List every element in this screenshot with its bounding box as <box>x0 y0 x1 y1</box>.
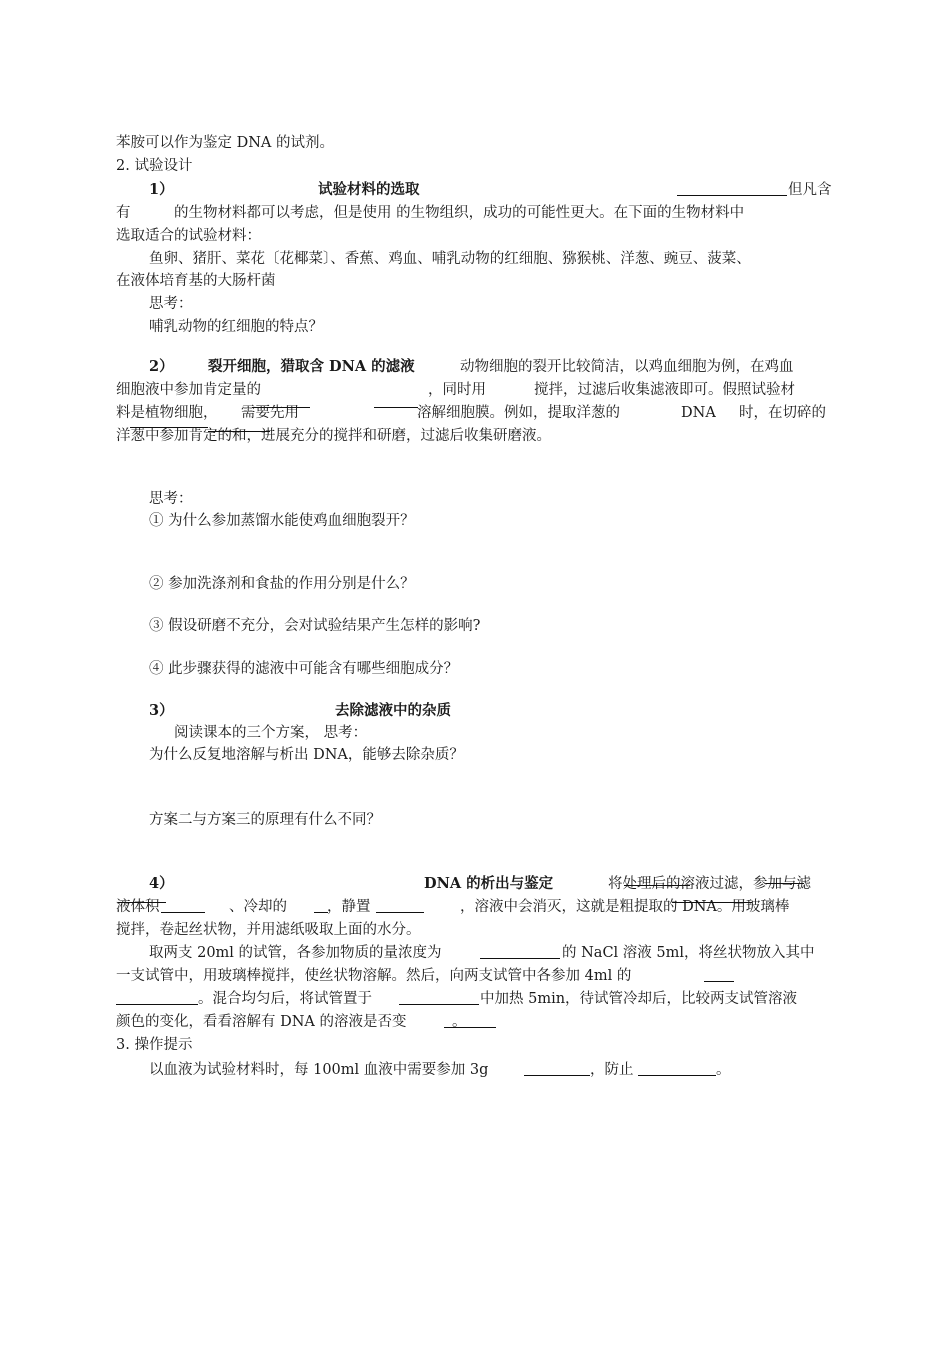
step-4-line-2c: ，静置 <box>327 899 371 915</box>
step-2-question-1: ① 为什么参加蒸馏水能使鸡血细胞裂开？ <box>149 513 415 529</box>
step-2-line-1: 动物细胞的裂开比较简洁，以鸡血细胞为例，在鸡血 <box>460 359 794 375</box>
step-2-line-3d: DNA <box>681 405 716 421</box>
step-1-line-3: 选取适合的试验材料： <box>116 228 261 244</box>
step-2-line-3e: 时，在切碎的 <box>739 405 826 421</box>
step-2-question-4: ④ 此步骤获得的滤液中可能含有哪些细胞成分？ <box>149 661 459 677</box>
strike-line <box>374 407 418 408</box>
step-2-line-2b: ，同时用 <box>428 382 486 398</box>
step-4-blank-1 <box>161 897 205 919</box>
step-1-title: 试验材料的选取 <box>318 181 420 198</box>
strike-line <box>624 885 690 886</box>
step-1-think-label: 思考： <box>149 296 193 312</box>
section-3-text-a: 以血液为试验材料时，每 100ml 血液中需要参加 3g <box>149 1062 489 1078</box>
step-2-line-3c: 溶解细胞膜。例如，提取洋葱的 <box>417 405 620 421</box>
step-1-blank-1 <box>677 180 787 202</box>
materials-line-2: 在液体培育基的大肠杆菌 <box>116 273 276 289</box>
section-3-blank-1 <box>524 1060 590 1082</box>
step-3-question-2: 方案二与方案三的原理有什么不同？ <box>149 812 381 828</box>
strike-line <box>118 902 166 903</box>
step-4-para-2-line-3a: 。混合均匀后，将试管置于 <box>198 991 372 1007</box>
step-4-para-2-line-4a: 颜色的变化，看看溶解有 DNA 的溶液是否变 <box>116 1014 407 1030</box>
section-2-heading: 2. 试验设计 <box>116 158 193 174</box>
section-3-text-b: ，防止 <box>590 1062 634 1078</box>
step-4-line-3: 搅拌，卷起丝状物，并用滤纸吸取上面的水分。 <box>116 922 421 938</box>
section-3-heading: 3. 操作提示 <box>116 1037 193 1053</box>
step-2-think-label: 思考： <box>149 491 193 507</box>
step-4-para-2-line-1b: 的 NaCl 溶液 5ml，将丝状物放入其中 <box>562 945 815 961</box>
step-3-number: 3） <box>149 702 174 719</box>
step-2-question-2: ② 参加洗涤剂和食盐的作用分别是什么？ <box>149 576 415 592</box>
strike-line <box>208 431 270 432</box>
step-4-blank-2 <box>314 897 328 919</box>
section-3-blank-2 <box>638 1060 716 1082</box>
step-4-line-2a: 液体积 <box>116 899 160 915</box>
step-1-line-2: 的生物材料都可以考虑，但是使用 的生物组织，成功的可能性更大。在下面的生物材料中 <box>174 205 745 221</box>
materials-line-1: 鱼卵、猪肝、菜花〔花椰菜〕、香蕉、鸡血、哺乳动物的红细胞、猕猴桃、洋葱、豌豆、菠菜、 <box>149 251 751 267</box>
step-2-number: 2） <box>149 358 174 375</box>
step-2-line-2a: 细胞液中参加肯定量的 <box>116 382 261 398</box>
step-4-blank-7 <box>399 989 479 1011</box>
step-4-line-2b: 、冷却的 <box>229 899 287 915</box>
step-2-line-3a: 料是植物细胞， <box>116 405 218 421</box>
step-3-question-1: 为什么反复地溶解与析出 DNA，能够去除杂质？ <box>149 747 464 763</box>
step-2-line-3b: 需要先用 <box>241 405 299 421</box>
step-3-read: 阅读课本的三个方案， 思考： <box>174 725 368 741</box>
section-3-text-c: 。 <box>716 1062 731 1078</box>
step-4-blank-5 <box>704 966 734 988</box>
step-1-number: 1） <box>149 181 174 198</box>
step-4-line-2d: ，溶液中会消灭，这就是粗提取的 DNA。用玻璃棒 <box>460 899 790 915</box>
step-4-line-1: 将处理后的溶液过滤，参加与滤 <box>608 876 811 892</box>
intro-line: 苯胺可以作为鉴定 DNA 的试剂。 <box>116 135 335 151</box>
step-1-line-2-start: 有 <box>116 205 131 221</box>
strike-line <box>766 883 804 884</box>
step-2-line-2c: 搅拌，过滤后收集滤液即可。假照试验材 <box>534 382 795 398</box>
step-2-question-3: ③ 假设研磨不充分，会对试验结果产生怎样的影响? <box>149 618 481 634</box>
step-4-number: 4） <box>149 875 174 892</box>
step-4-blank-6 <box>116 989 198 1011</box>
step-3-title: 去除滤液中的杂质 <box>335 702 451 719</box>
step-1-line-1-tail: 但凡含 <box>788 182 832 198</box>
strike-line <box>672 902 752 903</box>
step-4-para-2-line-3b: 中加热 5min，待试管冷却后，比较两支试管溶液 <box>480 991 798 1007</box>
step-4-blank-4 <box>480 943 560 965</box>
step-4-para-2-line-1a: 取两支 20ml 的试管，各参加物质的量浓度为 <box>149 945 442 961</box>
step-4-para-2-line-2: 一支试管中，用玻璃棒搅拌，使丝状物溶解。然后，向两支试管中各参加 4ml 的 <box>116 968 632 984</box>
strike-line <box>252 407 310 408</box>
step-4-para-2-line-4b: 。 <box>452 1014 467 1030</box>
step-4-blank-3 <box>376 897 424 919</box>
step-1-question: 哺乳动物的红细胞的特点？ <box>149 319 323 335</box>
step-4-title: DNA 的析出与鉴定 <box>424 875 554 892</box>
step-2-title: 裂开细胞，猎取含 DNA 的滤液 <box>208 358 415 375</box>
strike-line <box>130 427 208 428</box>
step-2-line-4: 洋葱中参加肯定的和，进展充分的搅拌和研磨，过滤后收集研磨液。 <box>116 428 551 444</box>
